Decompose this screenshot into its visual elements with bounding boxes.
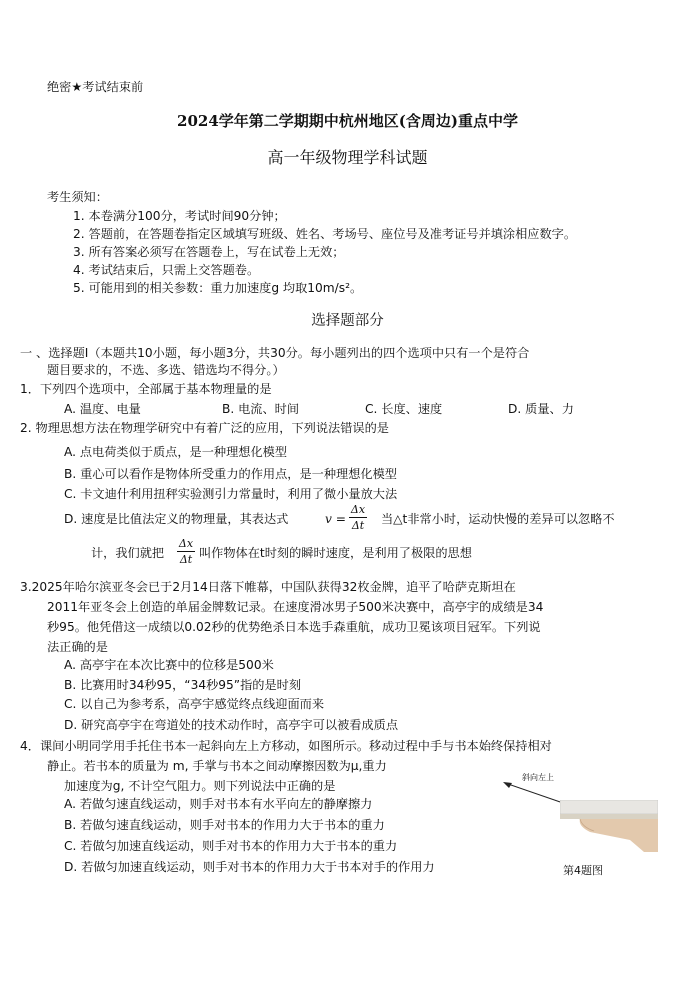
notice-item: 5. 可能用到的相关参数：重力加速度g 均取10m/s²。 <box>73 281 363 295</box>
q2-fraction-2 <box>177 537 195 566</box>
fraction-bar <box>349 517 367 518</box>
notice-heading: 考生须知： <box>47 190 108 204</box>
part1-instructions-cont: 题目要求的，不选、多选、错选均不得分。） <box>47 363 285 377</box>
fraction-denominator: Δt <box>351 519 365 532</box>
secret-label: 绝密★考试结束前 <box>47 80 144 94</box>
notice-item: 2. 答题前，在答题卷指定区域填写班级、姓名、考场号、座位号及准考证号并填涂相应数字。 <box>73 227 577 241</box>
q3-stem-line: 秒95。他凭借这一成绩以0.02秒的优势绝杀日本选手森重航，成功卫冕该项目冠军。下列说 <box>47 620 541 634</box>
q3-option-c: C. 以自己为参考系，高亭宇感觉终点线迎面而来 <box>64 697 325 711</box>
part1-instructions: 一 、选择题Ⅰ（本题共10小题，每小题3分，共30分。每小题列出的四个选项中只有一个是符合 <box>20 346 530 360</box>
notice-item: 1. 本卷满分100分，考试时间90分钟； <box>73 209 286 223</box>
q3-stem-line: 2011年亚冬会上创造的单届金牌数记录。在速度滑冰男子500米决赛中，高亭宇的成绩是34 <box>47 600 544 614</box>
q4-stem-line: 4．课间小明同学用手托住书本一起斜向左上方移动，如图所示。移动过程中手与书本始终保持相对 <box>20 739 552 753</box>
q3-option-a: A. 高亭宇在本次比赛中的位移是500米 <box>64 658 274 672</box>
q3-option-d: D. 研究高亭宇在弯道处的技术动作时，高亭宇可以被看成质点 <box>64 718 399 732</box>
q2-option-d-line2b: 叫作物体在t时刻的瞬时速度，是利用了极限的思想 <box>199 546 472 560</box>
q2-option-d-cont: 当△t非常小时，运动快慢的差异可以忽略不 <box>381 512 615 526</box>
section-title: 选择题部分 <box>311 313 384 329</box>
q4-option-c: C. 若做匀加速直线运动，则手对书本的作用力大于书本的重力 <box>64 839 398 853</box>
q2-option-b: B. 重心可以看作是物体所受重力的作用点，是一种理想化模型 <box>64 467 397 481</box>
fraction-numerator: Δx <box>178 537 194 550</box>
figure-arrow-label: 斜向左上 <box>522 773 554 782</box>
exam-subtitle: 高一年级物理学科试题 <box>267 148 428 167</box>
q2-fraction <box>349 503 367 532</box>
q2-option-c: C. 卡文迪什利用扭秤实验测引力常量时，利用了微小量放大法 <box>64 487 398 501</box>
fraction-numerator: Δx <box>350 503 366 516</box>
q2-option-d: D. 速度是比值法定义的物理量，其表达式 <box>64 512 289 526</box>
q2-stem: 2. 物理思想方法在物理学研究中有着广泛的应用，下列说法错误的是 <box>20 421 389 435</box>
q4-stem-line: 加速度为g, 不计空气阻力。则下列说法中正确的是 <box>64 779 336 793</box>
q1-stem: 1．下列四个选项中，全部属于基本物理量的是 <box>20 382 272 396</box>
fraction-denominator: Δt <box>179 553 193 566</box>
q3-stem-line: 3.2025年哈尔滨亚冬会已于2月14日落下帷幕，中国队获得32枚金牌，追平了哈萨克斯坦在 <box>20 580 516 594</box>
q4-stem-line: 静止。若书本的质量为 m, 手掌与书本之间动摩擦因数为μ,重力 <box>47 759 387 773</box>
q3-option-b: B. 比赛用时34秒95，“34秒95”指的是时刻 <box>64 678 302 692</box>
q4-option-a: A. 若做匀速直线运动，则手对书本有水平向左的静摩擦力 <box>64 797 373 811</box>
q4-option-d: D. 若做匀加速直线运动，则手对书本的作用力大于书本对手的作用力 <box>64 860 435 874</box>
q2-option-a: A. 点电荷类似于质点，是一种理想化模型 <box>64 445 288 459</box>
q1-option-c: C. 长度、速度 <box>365 402 443 416</box>
notice-item: 3. 所有答案必须写在答题卷上，写在试卷上无效； <box>73 245 345 259</box>
q1-option-a: A. 温度、电量 <box>64 402 141 416</box>
exam-title: 2024学年第二学期期中杭州地区(含周边)重点中学 <box>177 112 518 130</box>
q4-option-b: B. 若做匀速直线运动，则手对书本的作用力大于书本的重力 <box>64 818 385 832</box>
fraction-bar <box>177 551 195 552</box>
figure-caption: 第4题图 <box>563 864 603 877</box>
q3-stem-line: 法正确的是 <box>47 640 108 654</box>
q1-option-b: B. 电流、时间 <box>222 402 300 416</box>
q1-option-d: D. 质量、力 <box>508 402 574 416</box>
notice-item: 4. 考试结束后，只需上交答题卷。 <box>73 263 260 277</box>
q2-v-equation: v = <box>325 512 346 526</box>
q2-option-d-line2a: 计，我们就把 <box>91 546 165 560</box>
hand-book-figure <box>560 800 658 852</box>
